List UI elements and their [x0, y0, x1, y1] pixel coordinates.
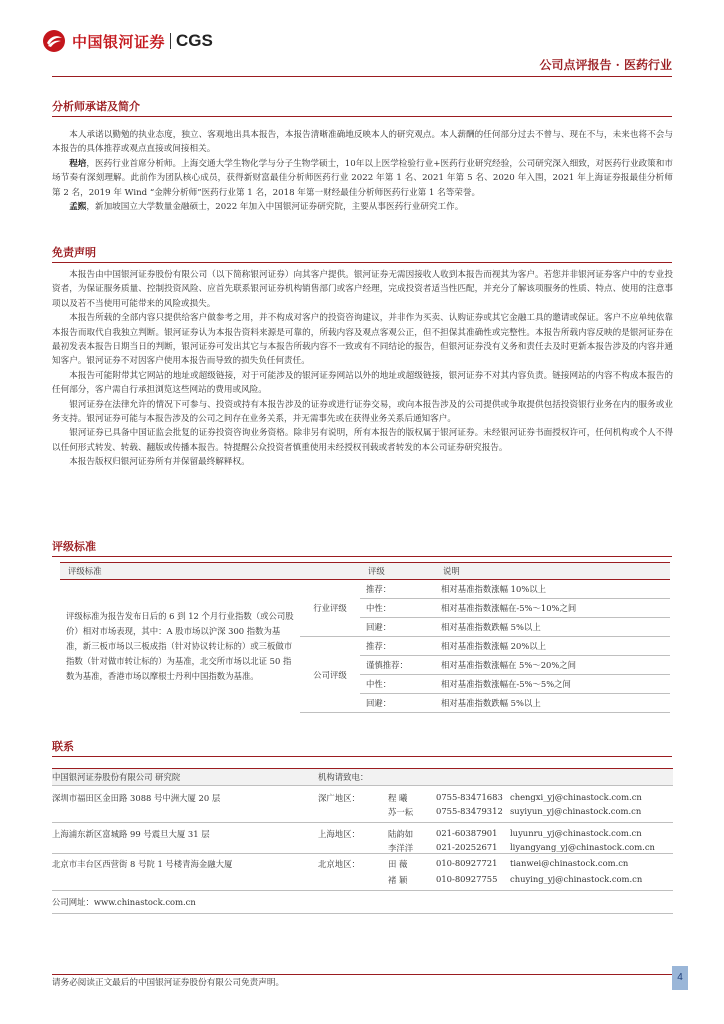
rating-grade: 推荐：: [360, 637, 435, 656]
logo-english-text: CGS: [176, 31, 213, 50]
analyst-bio-text: ，医药行业首席分析师。上海交通大学生物化学与分子生物学硕士，10年以上医学检验行业+医药行业研究经验，公司研究深入细致，对医药行业政策和市场节奏有深刻理解。此前作为团队核心成员，获得新财富最佳分析师医药行业 2022 年第 1 名、2021 年第 5 名、2020 年入围，2021 年上海证券报最佳分析师第 2 名，2019 年 Wind “金牌分析师”医药行业第 1 名，2018 年第一财经最佳分析师医药行业第 1 名等荣誉。: [52, 158, 673, 198]
region-label: 上海地区：: [318, 829, 360, 839]
disclaimer-paragraph: 本报告由中国银河证券股份有限公司（以下简称银河证券）向其客户提供。银河证券无需因接收人收到本报告而视其为客户。若您并非银河证券客户中的专业投资者，为保证服务质量、控制投资风险、应首先联系银河证券机构销售部门或客户经理，完成投资者适当性匹配，并充分了解该项服务的性质、特点、使用的注意事项以及若不当使用可能带来的风险或损失。: [52, 270, 673, 309]
office-row: [52, 786, 673, 823]
rating-grade-desc: 相对基准指数跌幅 5%以上: [435, 694, 670, 713]
contact-name: 程 曦: [388, 793, 408, 803]
analyst-name: 孟熙: [69, 202, 87, 213]
office-row: [52, 854, 673, 891]
contact-email-link[interactable]: luyunru_yj@chinastock.com.cn: [510, 828, 642, 838]
contact-name: 田 薇: [388, 859, 408, 869]
rating-table: [60, 562, 670, 713]
office-address: 上海浦东新区富城路 99 号震旦大厦 31 层: [52, 829, 210, 839]
table-row: [60, 580, 670, 599]
header-description: 说明: [435, 563, 670, 580]
disclaimer-paragraph: 本报告可能附带其它网站的地址或超级链接，对于可能涉及的银河证券网站以外的地址或超级链接，银河证券不对其内容负责。链接网站的内容不构成本报告的任何部分，客户需自行承担浏览这些网站的费用或风险。: [52, 370, 673, 396]
region-label: 北京地区：: [318, 859, 360, 869]
rating-section-title: 评级标准: [52, 540, 672, 557]
rating-type-company: 公司评级: [300, 637, 360, 713]
contact-header-row: [52, 768, 673, 786]
contact-email-link[interactable]: chengxi_yj@chinastock.com.cn: [510, 792, 642, 802]
disclaimer-paragraph: 银河证券在法律允许的情况下可参与、投资或持有本报告涉及的证券或进行证券交易，或向本报告涉及的公司提供或争取提供包括投资银行业务在内的服务或业务支持。银河证券可能与本报告涉及的公司之间存在业务关系，并无需事先或在获得业务关系后通知客户。: [52, 399, 673, 425]
logo-divider: [170, 33, 171, 49]
rating-grade: 回避：: [360, 618, 435, 637]
contact-email-link[interactable]: tianwei@chinastock.com.cn: [510, 858, 629, 868]
analyst-bio: [52, 200, 673, 214]
company-name: 中国银河证券股份有限公司 研究院: [52, 772, 181, 782]
contact-name: 苏一耘: [388, 807, 414, 817]
office-row: [52, 823, 673, 854]
rating-grade: 谨慎推荐：: [360, 656, 435, 675]
footer-disclaimer-note: 请务必阅读正文最后的中国银河证券股份有限公司免责声明。: [52, 978, 285, 988]
rating-grade-desc: 相对基准指数跌幅 5%以上: [435, 618, 670, 637]
page-number: 4: [672, 966, 688, 990]
rating-grade: 推荐：: [360, 580, 435, 599]
contact-phone: 0755-83479312: [436, 806, 503, 816]
footer-divider: [52, 974, 672, 975]
analyst-bio: [52, 157, 673, 200]
company-website-link[interactable]: 公司网址：www.chinastock.com.cn: [52, 897, 196, 907]
contact-email-link[interactable]: chuying_yj@chinastock.com.cn: [510, 874, 643, 884]
disclaimer-paragraph: 本报告版权归银河证券所有并保留最终解释权。: [69, 457, 250, 468]
header-blank: [300, 563, 360, 580]
contact-name: 褚 颖: [388, 875, 408, 885]
contact-email-link[interactable]: suyiyun_yj@chinastock.com.cn: [510, 806, 642, 816]
logo-chinese-text: 中国银河证券: [72, 32, 166, 51]
company-logo: [42, 28, 213, 54]
header-divider: [52, 76, 672, 77]
rating-grade-desc: 相对基准指数涨幅在-5%～10%之间: [435, 599, 670, 618]
analyst-bio-text: ，新加坡国立大学数量金融硕士，2022 年加入中国银河证券研究院，主要从事医药行业研究工作。: [86, 202, 464, 213]
header-grade: 评级: [360, 563, 435, 580]
analyst-commitment: 本人承诺以勤勉的执业态度，独立、客观地出具本报告，本报告清晰准确地反映本人的研究观点。本人薪酬的任何部分过去不曾与、现在不与，未来也将不会与本报告的具体推荐或观点直接或间接相关。: [52, 130, 673, 155]
rating-grade: 中性：: [360, 599, 435, 618]
region-label: 深广地区：: [318, 793, 360, 803]
contact-phone: 010-80927755: [436, 874, 498, 884]
contact-email-link[interactable]: liyangyang_yj@chinastock.com.cn: [510, 842, 655, 852]
analyst-section-title: 分析师承诺及简介: [52, 100, 672, 117]
contact-name: 李洋洋: [388, 843, 414, 853]
website-row: [52, 891, 673, 914]
rating-grade-desc: 相对基准指数涨幅在-5%～5%之间: [435, 675, 670, 694]
disclaimer-paragraph: 银河证券已具备中国证监会批复的证券投资咨询业务资格。除非另有说明，所有本报告的版权属于银河证券。未经银河证券书面授权许可，任何机构或个人不得以任何形式转发、转载、翻版或传播本报告。特提醒公众投资者慎重使用未经授权刊载或者转发的本公司证券研究报告。: [52, 428, 673, 453]
report-type-label: 公司点评报告 · 医药行业: [539, 58, 672, 72]
galaxy-logo-icon: [42, 29, 66, 53]
office-address: 北京市丰台区西营街 8 号院 1 号楼青海金融大厦: [52, 859, 233, 869]
rating-grade: 中性：: [360, 675, 435, 694]
disclaimer-body: [52, 268, 673, 470]
rating-table-header: [60, 563, 670, 580]
analyst-name: 程培: [69, 158, 87, 169]
header-rating-standard: 评级标准: [60, 563, 300, 580]
disclaimer-section-title: 免责声明: [52, 246, 672, 263]
contact-phone: 0755-83471683: [436, 792, 503, 802]
sales-header: 机构请致电：: [318, 772, 369, 782]
rating-type-industry: 行业评级: [300, 580, 360, 637]
disclaimer-paragraph: 本报告所载的全部内容只提供给客户做参考之用，并不构成对客户的投资咨询建议，并非作为买卖、认购证券或其它金融工具的邀请或保证。客户不应单纯依靠本报告而取代自我独立判断。银河证券认为本报告资料来源是可靠的，所载内容及观点客观公正，但不担保其准确性或完整性。本报告所载内容反映的是银河证券在最初发表本报告日期当日的判断，银河证券可发出其它与本报告所载内容不一致或有不同结论的报告，但银河证券没有义务和责任去及时更新本报告涉及的内容并通知客户。银河证券不对因客户使用本报告而导致的损失负任何责任。: [52, 313, 673, 367]
analyst-section-body: [52, 128, 673, 214]
office-address: 深圳市福田区金田路 3088 号中洲大厦 20 层: [52, 793, 221, 803]
rating-grade-desc: 相对基准指数涨幅 20%以上: [435, 637, 670, 656]
rating-grade-desc: 相对基准指数涨幅 10%以上: [435, 580, 670, 599]
contact-table: [52, 768, 673, 914]
contact-phone: 010-80927721: [436, 858, 498, 868]
contact-phone: 021-20252671: [436, 842, 498, 852]
contact-name: 陆韵如: [388, 829, 414, 839]
contact-section-title: 联系: [52, 740, 672, 757]
contact-phone: 021-60387901: [436, 828, 498, 838]
rating-grade: 回避：: [360, 694, 435, 713]
rating-grade-desc: 相对基准指数涨幅在 5%～20%之间: [435, 656, 670, 675]
rating-standard-description: 评级标准为报告发布日后的 6 到 12 个月行业指数（或公司股价）相对市场表现，其中：A 股市场以沪深 300 指数为基准，新三板市场以三板成指（针对协议转让标的）或三板做市指数（针对做市转让标的）为基准，北交所市场以北证 50 指数为基准，香港市场以摩根士丹利中国指数为基准。: [66, 610, 294, 681]
